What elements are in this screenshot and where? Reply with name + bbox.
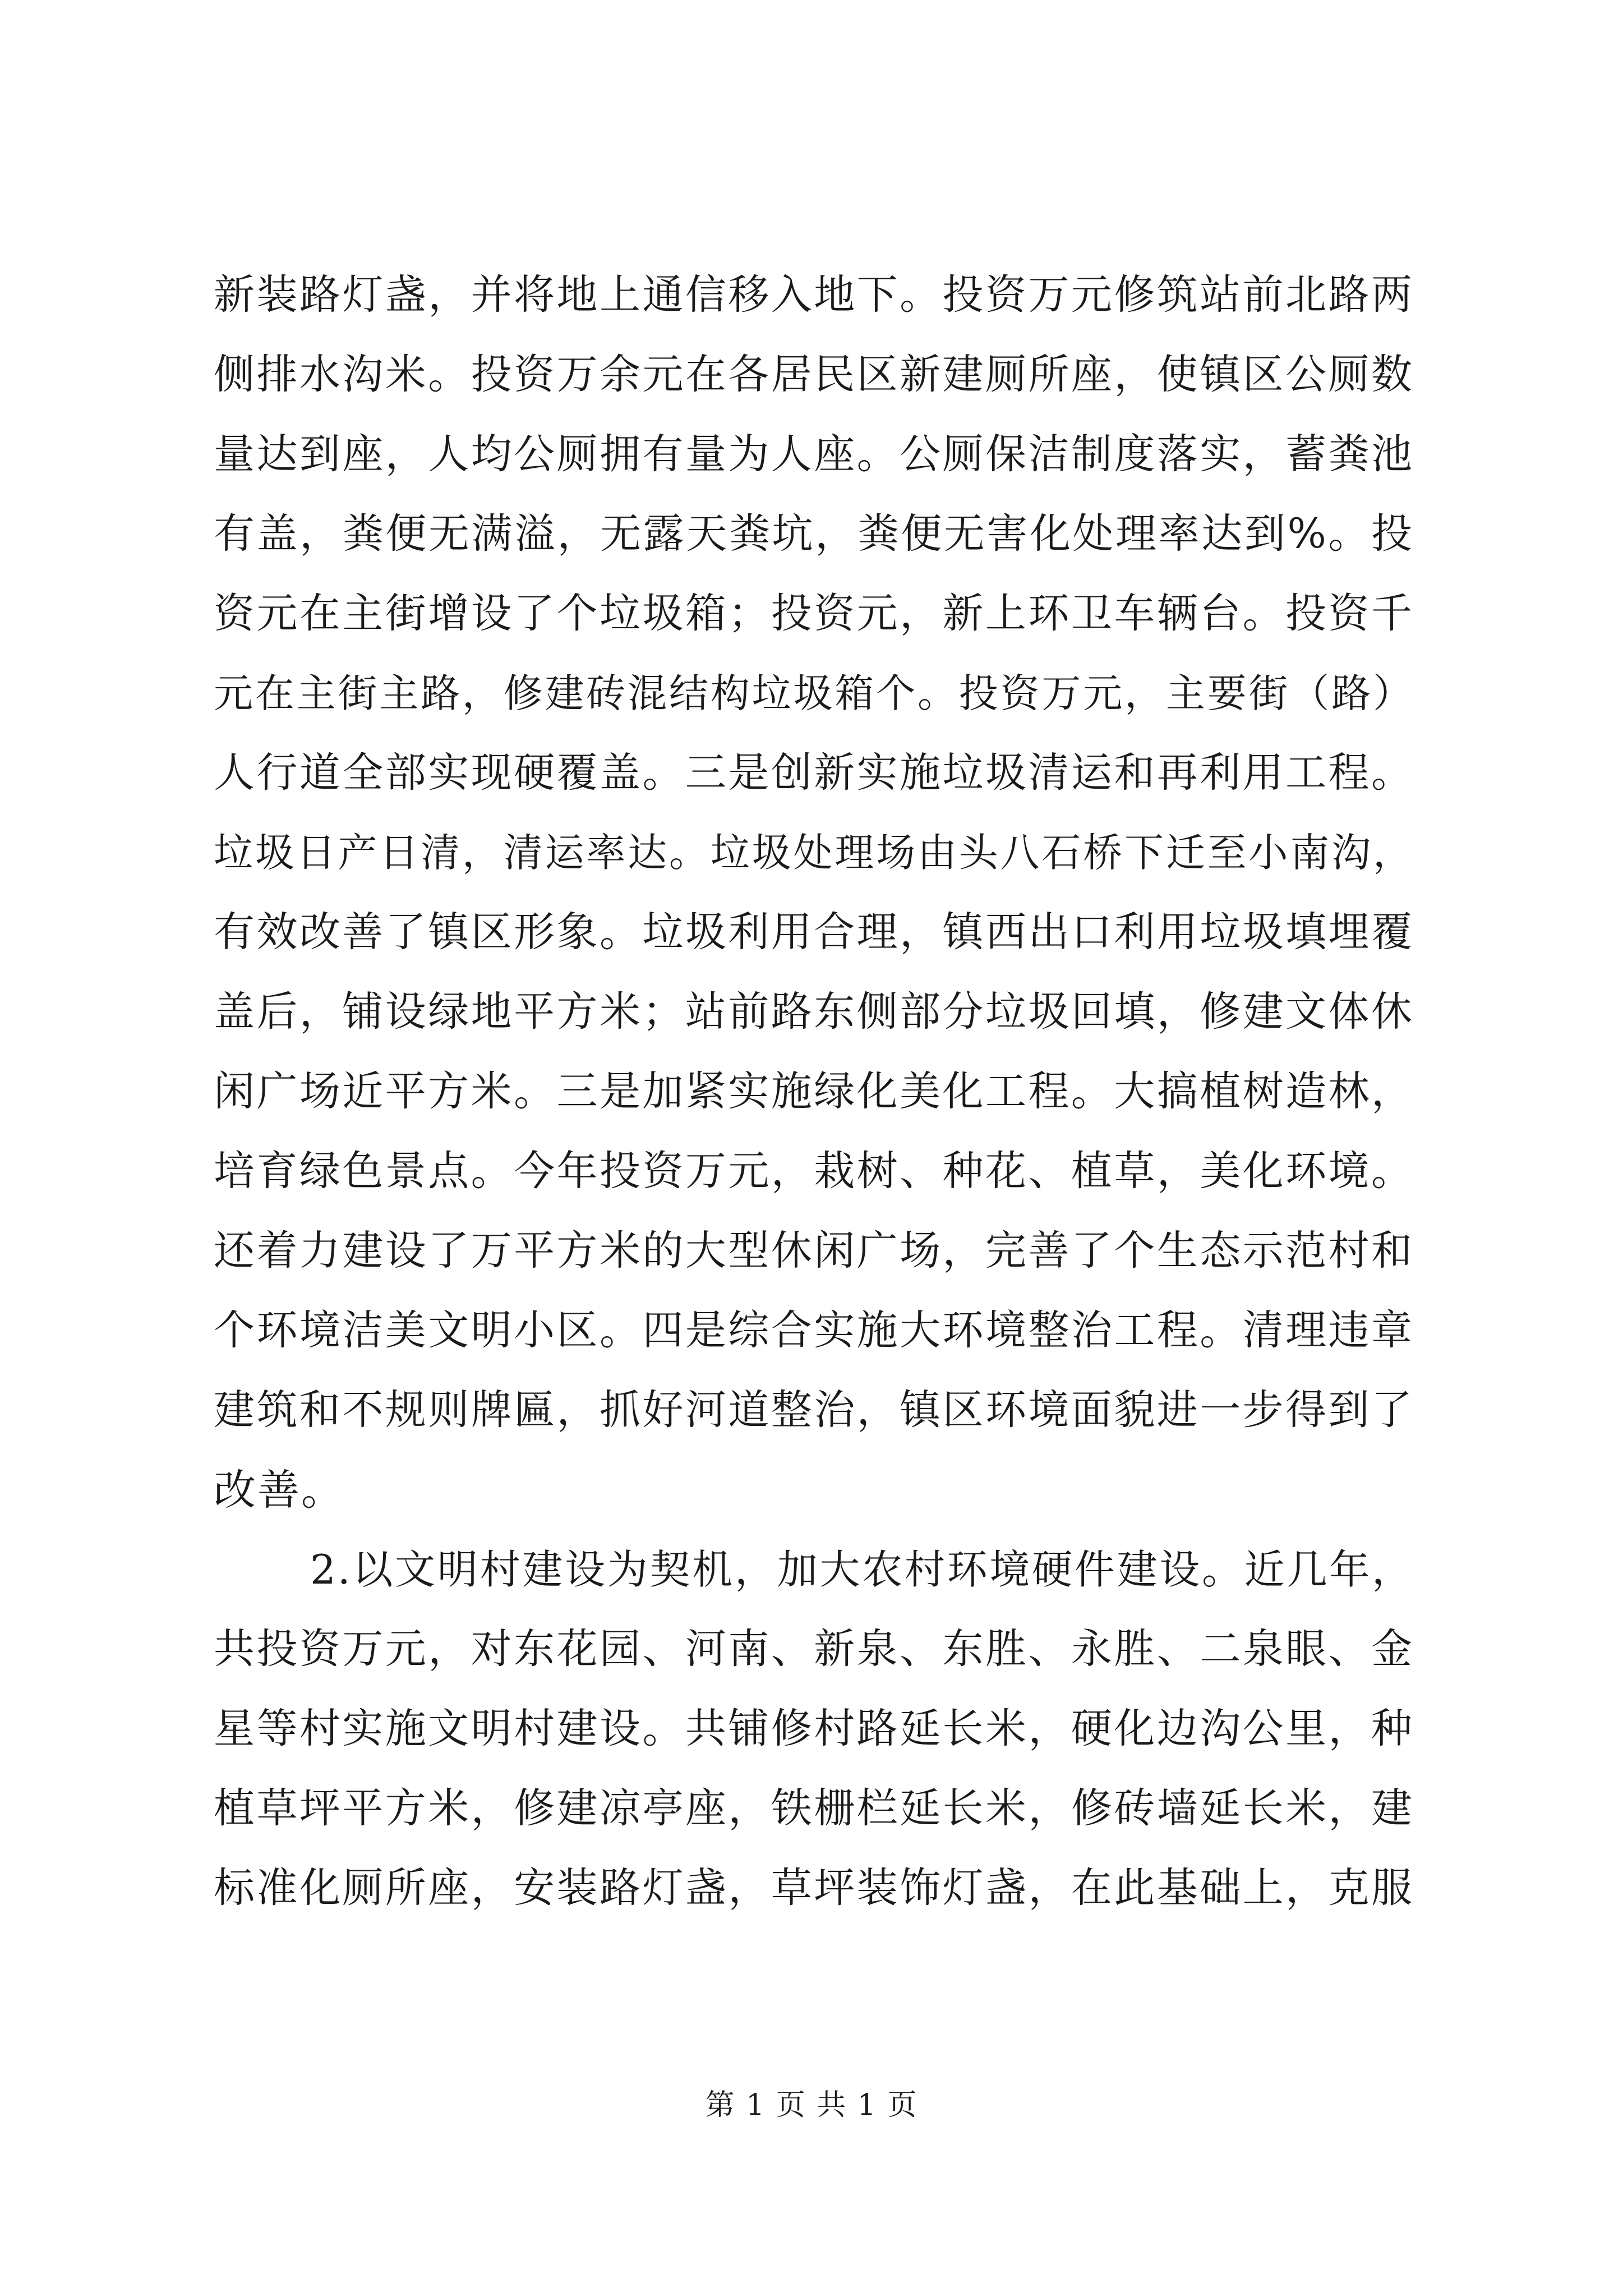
paragraph-2 <box>214 1530 1414 1928</box>
text-line: 建筑和不规则牌匾，抓好河道整治，镇区环境面貌进一步得到了 <box>214 1386 1414 1434</box>
text-line: 2.以文明村建设为契机，加大农村环境硬件建设。近几年， <box>310 1546 1414 1593</box>
text-line: 量达到座，人均公厕拥有量为人座。公厕保洁制度落实，蓄粪池 <box>214 430 1414 478</box>
text-line: 资元在主街增设了个垃圾箱；投资元，新上环卫车辆台。投资千 <box>214 590 1414 637</box>
text-line: 还着力建设了万平方米的大型休闲广场，完善了个生态示范村和 <box>214 1227 1414 1274</box>
text-line: 共投资万元，对东花园、河南、新泉、东胜、永胜、二泉眼、金 <box>214 1625 1414 1673</box>
paragraph-1 <box>214 255 1414 1530</box>
text-line: 星等村实施文明村建设。共铺修村路延长米，硬化边沟公里，种 <box>214 1705 1414 1752</box>
text-line: 改善。 <box>214 1465 345 1515</box>
text-line: 闲广场近平方米。三是加紧实施绿化美化工程。大搞植树造林， <box>214 1068 1414 1115</box>
text-line: 侧排水沟米。投资万余元在各居民区新建厕所座，使镇区公厕数 <box>214 351 1414 398</box>
text-line: 有效改善了镇区形象。垃圾利用合理，镇西出口利用垃圾填埋覆 <box>214 908 1414 956</box>
text-line: 盖后，铺设绿地平方米；站前路东侧部分垃圾回填，修建文体休 <box>214 988 1414 1036</box>
page-number-footer: 第 1 页 共 1 页 <box>705 2088 918 2122</box>
text-line: 元在主街主路，修建砖混结构垃圾箱个。投资万元，主要街（路） <box>214 670 1414 716</box>
document-body <box>214 255 1414 1928</box>
text-line: 植草坪平方米，修建凉亭座，铁栅栏延长米，修砖墙延长米，建 <box>214 1784 1414 1832</box>
text-line: 标准化厕所座，安装路灯盏，草坪装饰灯盏，在此基础上，克服 <box>214 1864 1414 1912</box>
text-line: 垃圾日产日清，清运率达。垃圾处理场由头八石桥下迁至小南沟， <box>214 830 1414 876</box>
text-line: 新装路灯盏，并将地上通信移入地下。投资万元修筑站前北路两 <box>214 271 1414 319</box>
text-line: 人行道全部实现硬覆盖。三是创新实施垃圾清运和再利用工程。 <box>214 749 1414 797</box>
text-line: 有盖，粪便无满溢，无露天粪坑，粪便无害化处理率达到%。投 <box>214 510 1414 558</box>
text-line: 培育绿色景点。今年投资万元，栽树、种花、植草，美化环境。 <box>214 1147 1414 1195</box>
text-line: 个环境洁美文明小区。四是综合实施大环境整治工程。清理违章 <box>214 1306 1414 1354</box>
